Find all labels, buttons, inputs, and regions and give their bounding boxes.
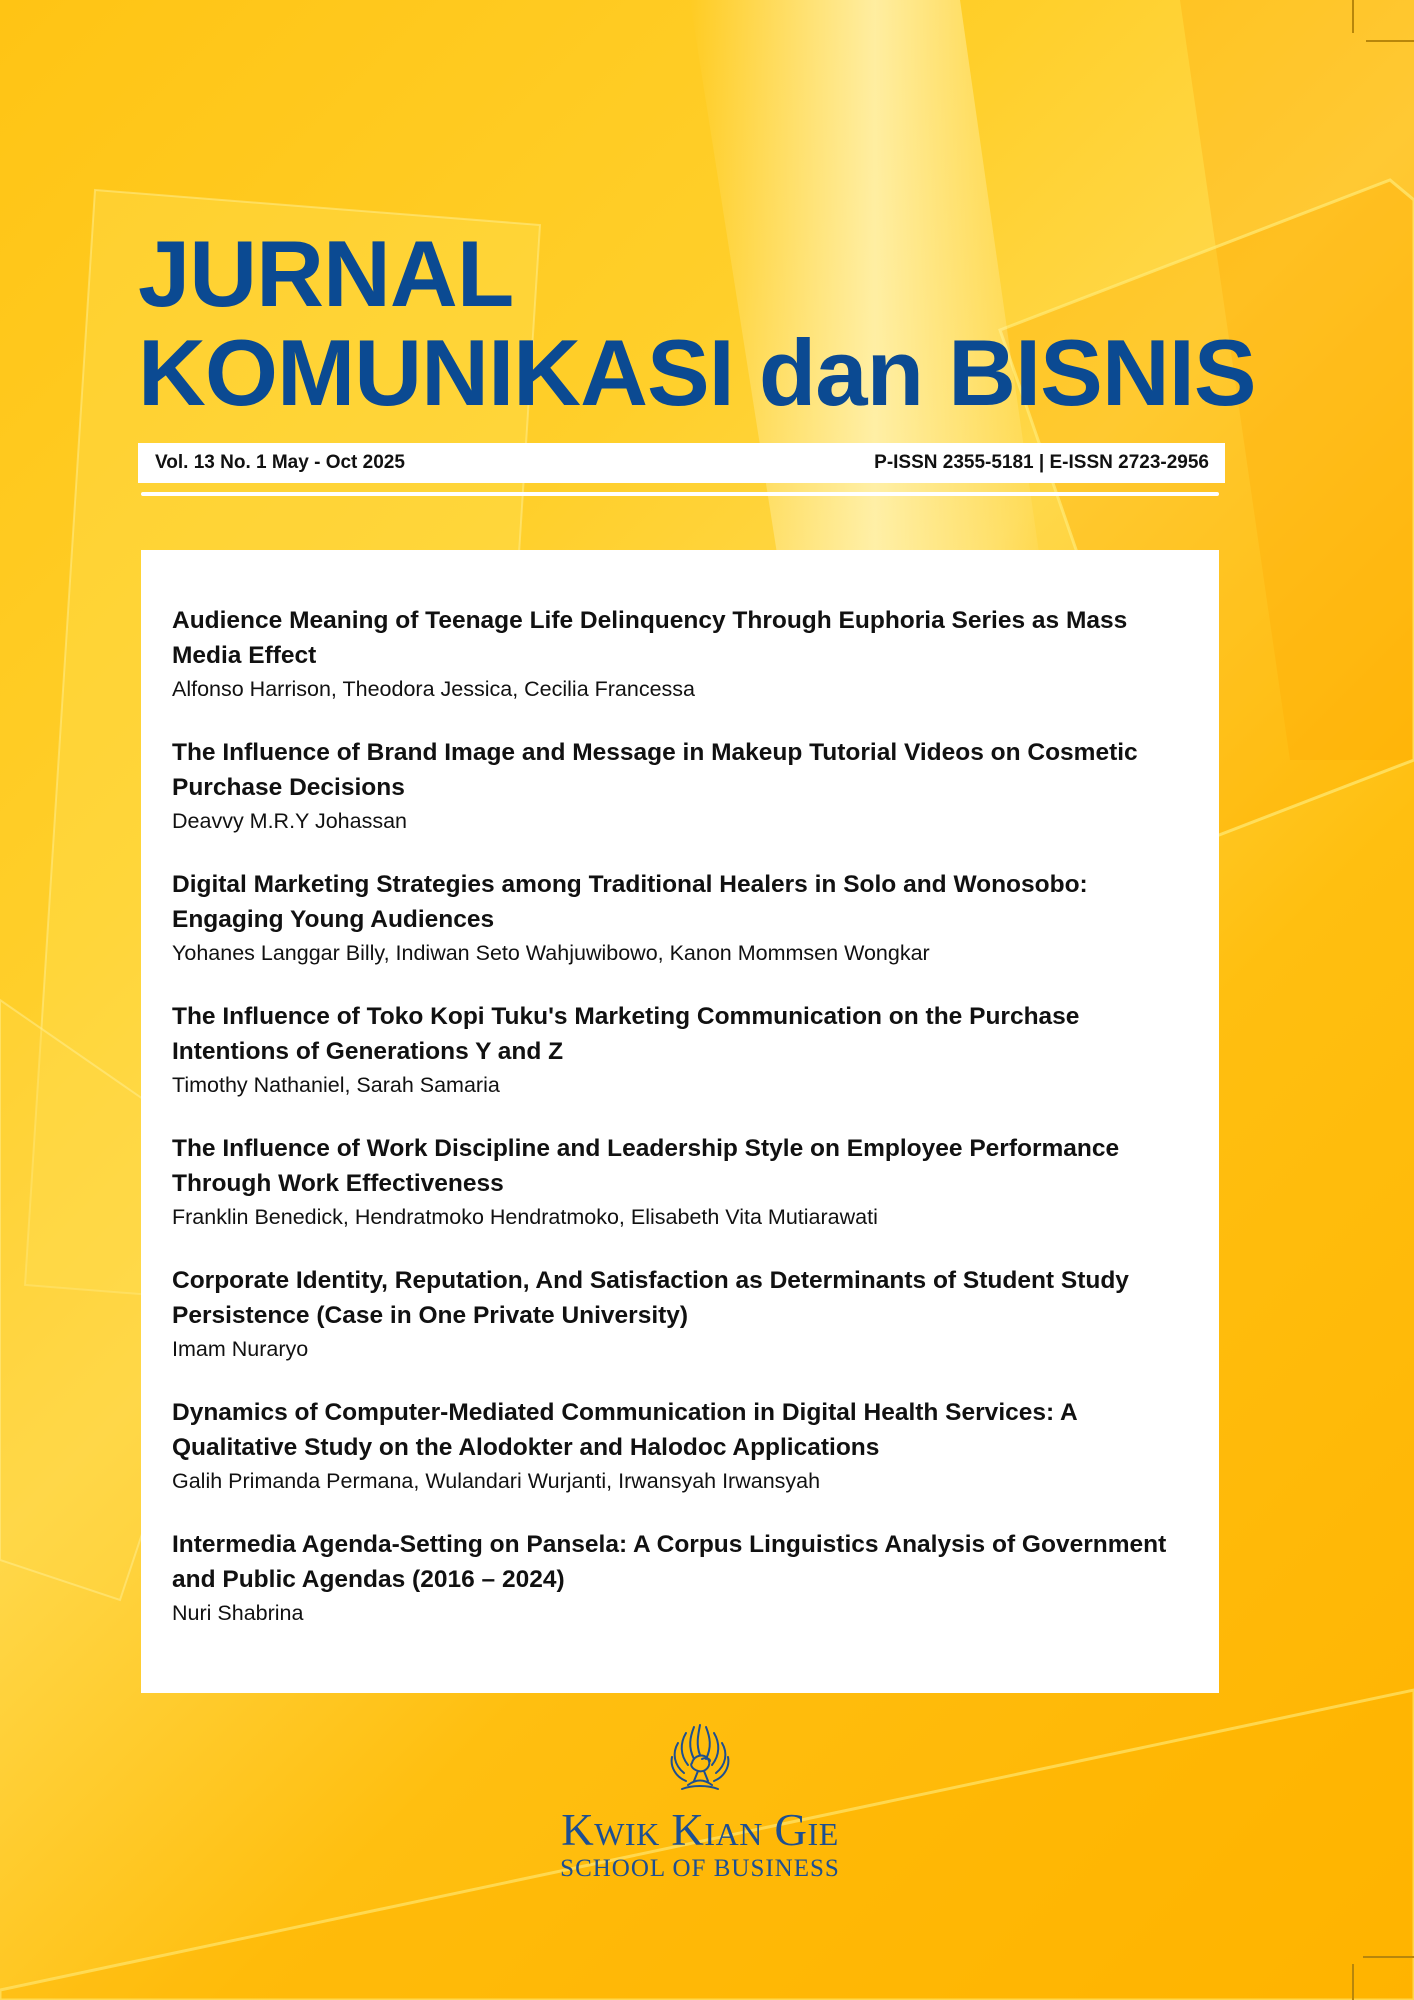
article-title: The Influence of Toko Kopi Tuku's Marketing Communication on the Purchase Intentions of Generations Y and Z: [172, 1003, 1080, 1065]
article-authors: Alfonso Harrison, Theodora Jessica, Cecilia Francessa: [172, 677, 696, 701]
article-authors: Yohanes Langgar Billy, Indiwan Seto Wahjuwibowo, Kanon Mommsen Wongkar: [172, 941, 930, 965]
volume-info: Vol. 13 No. 1 May - Oct 2025: [155, 452, 405, 473]
publisher-logo: [500, 1715, 900, 1883]
publisher-subtitle: SCHOOL OF BUSINESS: [560, 1855, 840, 1882]
article-title: Dynamics of Computer-Mediated Communication in Digital Health Services: A Qualitative Study on the Alodokter and Halodoc Applications: [172, 1399, 1077, 1461]
journal-title-line2: KOMUNIKASI dan BISNIS: [138, 320, 1256, 425]
publisher-name: Kwik Kian Gie: [561, 1805, 839, 1855]
garuda-emblem-icon: [658, 1715, 742, 1799]
journal-title-line1: JURNAL: [138, 221, 514, 326]
article-entry[interactable]: [172, 999, 1189, 1101]
crop-mark: [1352, 0, 1354, 33]
article-title: The Influence of Brand Image and Message in Makeup Tutorial Videos on Cosmetic Purchase Decisions: [172, 739, 1138, 801]
divider: [141, 492, 1219, 496]
article-title: Corporate Identity, Reputation, And Satisfaction as Determinants of Student Study Persistence (Case in One Private University): [172, 1267, 1129, 1329]
article-title: Digital Marketing Strategies among Traditional Healers in Solo and Wonosobo: Engaging Young Audiences: [172, 871, 1088, 933]
article-authors: Imam Nuraryo: [172, 1337, 309, 1361]
article-authors: Nuri Shabrina: [172, 1601, 304, 1625]
article-authors: Franklin Benedick, Hendratmoko Hendratmoko, Elisabeth Vita Mutiarawati: [172, 1205, 878, 1229]
issn-info: P-ISSN 2355-5181 | E-ISSN 2723-2956: [874, 452, 1209, 473]
table-of-contents: [141, 550, 1219, 1693]
article-title: Audience Meaning of Teenage Life Delinquency Through Euphoria Series as Mass Media Effect: [172, 607, 1128, 669]
article-entry[interactable]: [172, 1263, 1189, 1365]
article-entry[interactable]: [172, 1131, 1189, 1233]
article-authors: Galih Primanda Permana, Wulandari Wurjanti, Irwansyah Irwansyah: [172, 1469, 821, 1493]
article-entry[interactable]: [172, 603, 1189, 705]
crop-mark: [1363, 1956, 1414, 1958]
article-entry[interactable]: [172, 1527, 1189, 1629]
article-title: Intermedia Agenda-Setting on Pansela: A Corpus Linguistics Analysis of Government and Public Agendas (2016 – 2024): [172, 1531, 1167, 1593]
article-authors: Timothy Nathaniel, Sarah Samaria: [172, 1073, 500, 1097]
volume-bar: [138, 443, 1225, 483]
article-entry[interactable]: [172, 1395, 1189, 1497]
article-title: The Influence of Work Discipline and Leadership Style on Employee Performance Through Work Effectiveness: [172, 1135, 1120, 1197]
article-entry[interactable]: [172, 867, 1189, 969]
article-authors: Deavvy M.R.Y Johassan: [172, 809, 408, 833]
crop-mark: [1366, 40, 1414, 42]
article-entry[interactable]: [172, 735, 1189, 837]
crop-mark: [1352, 1964, 1354, 2000]
